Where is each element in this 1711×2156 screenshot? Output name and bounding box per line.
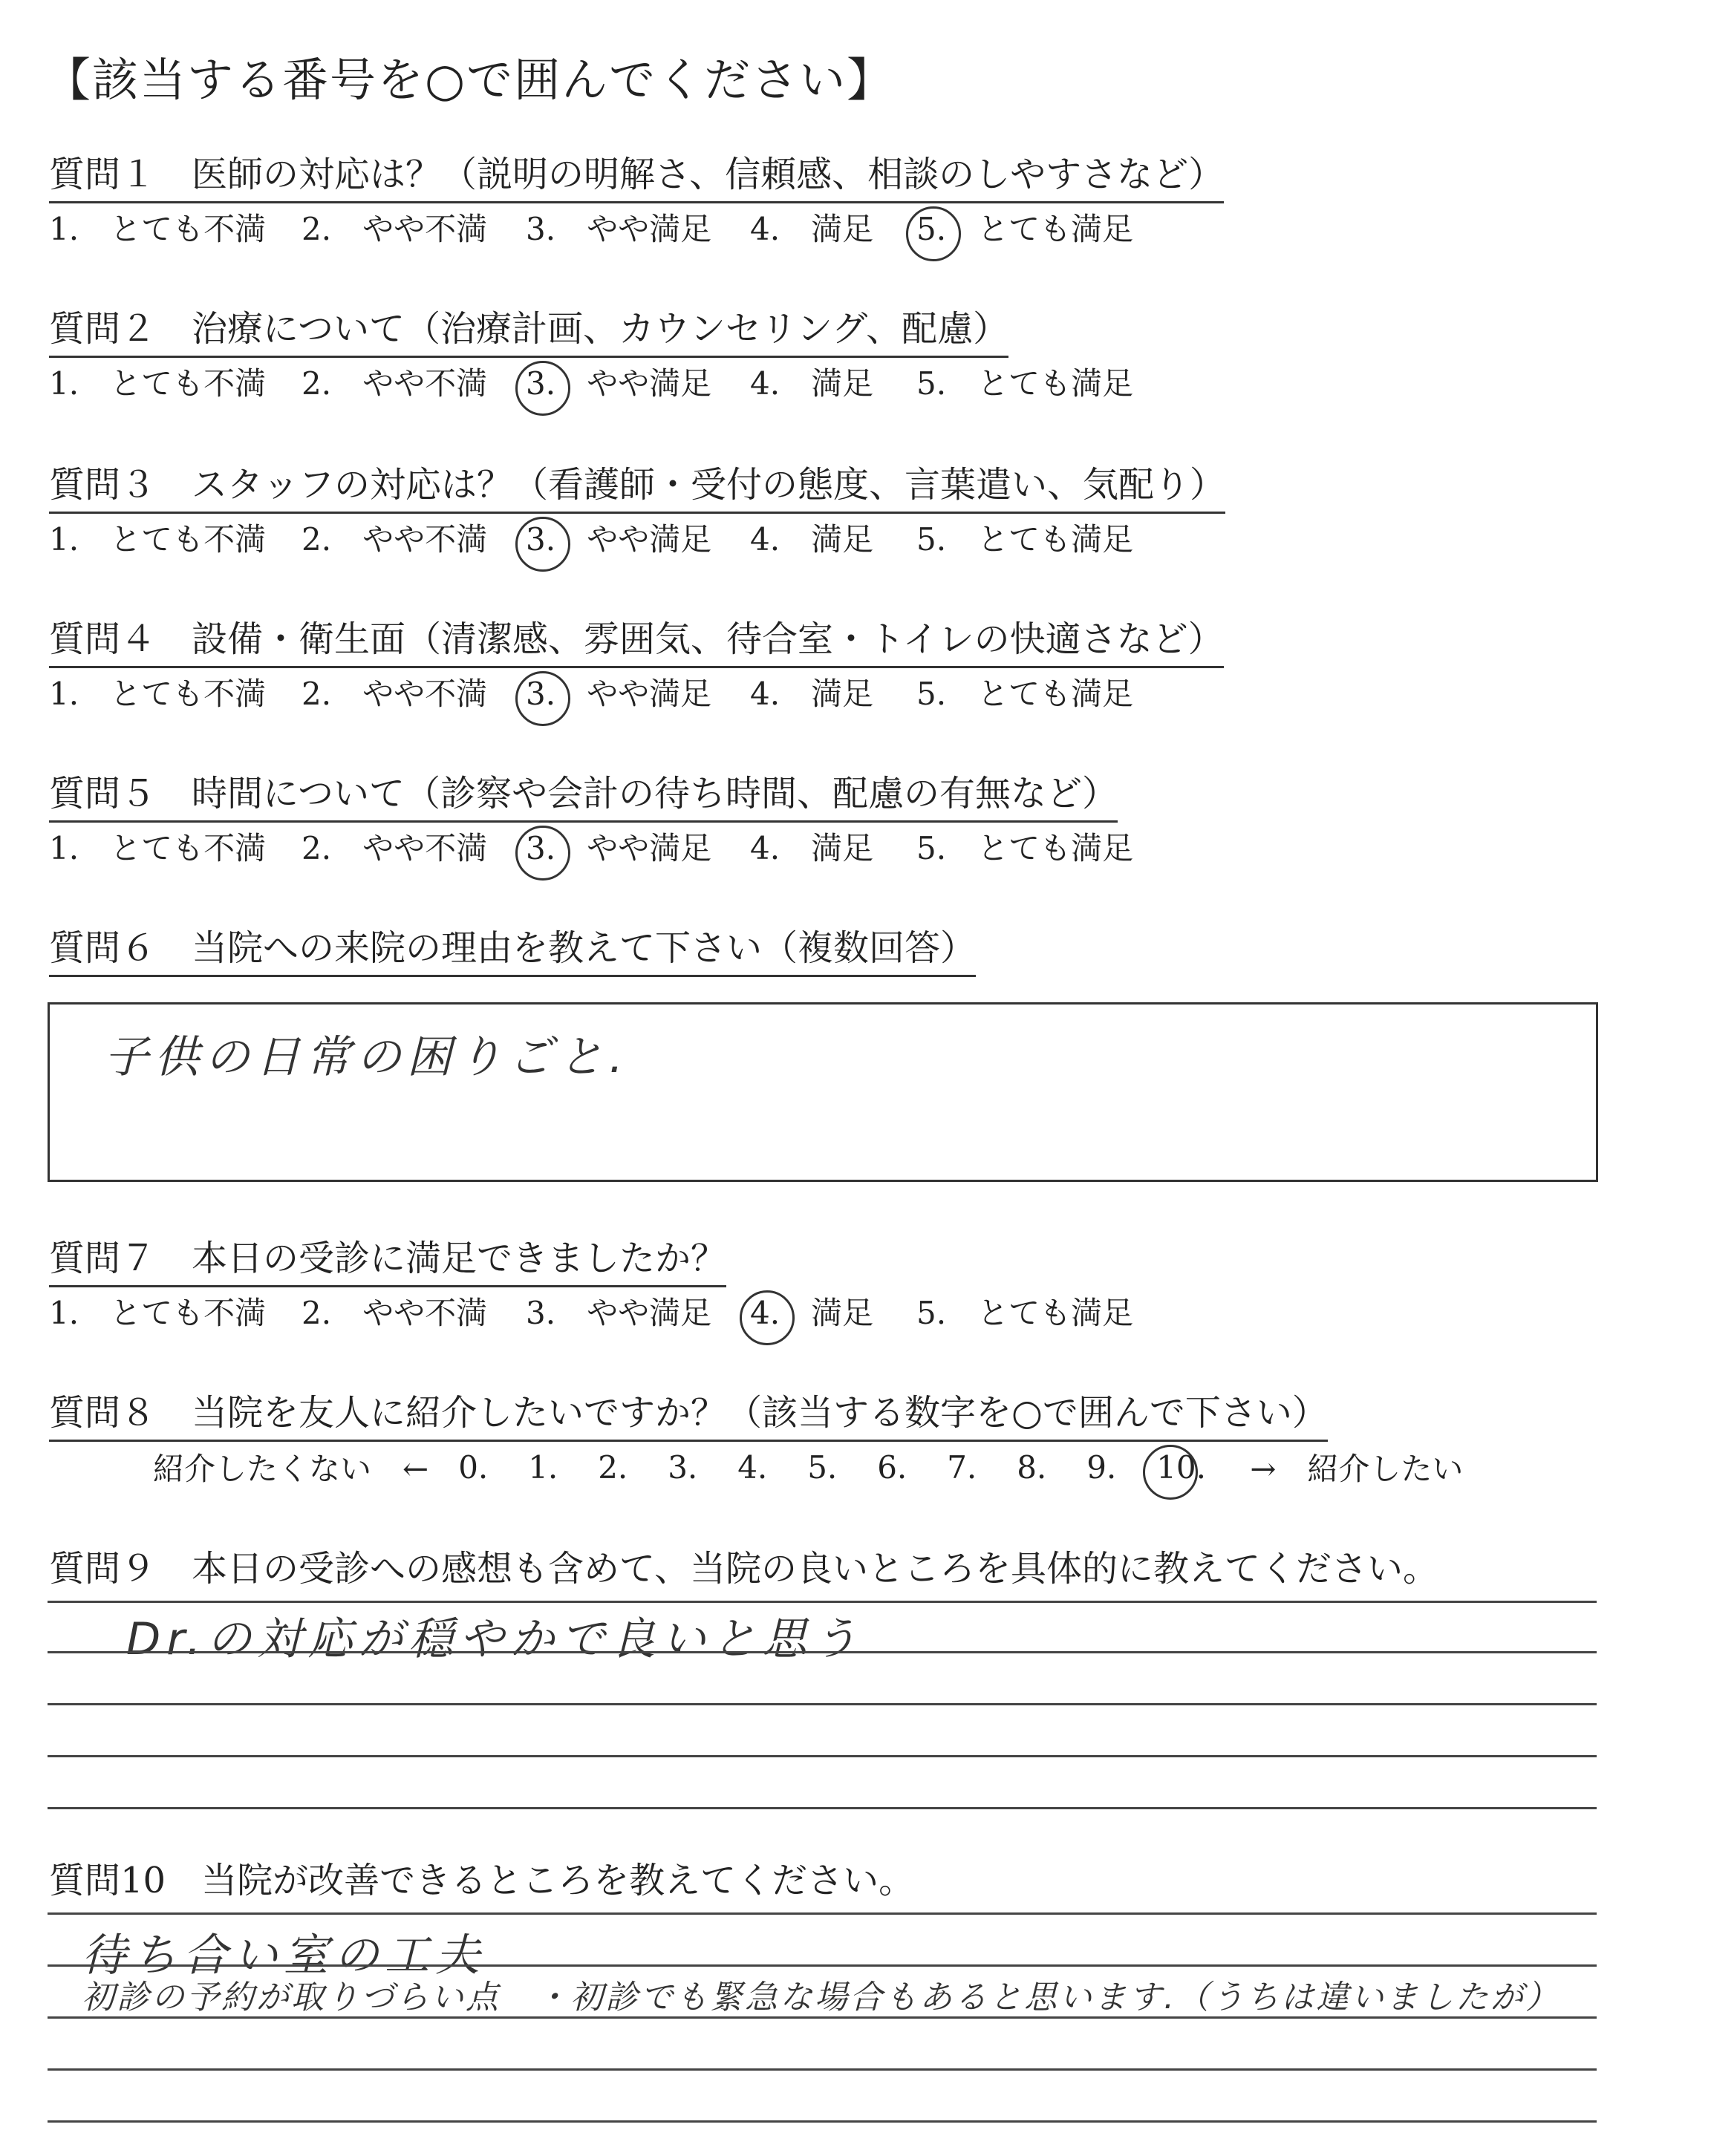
option-2[interactable]: 2. やや不満 [302, 830, 488, 866]
answer-line [48, 1703, 1597, 1705]
scale-9[interactable]: 9. [1086, 1448, 1117, 1486]
scale-7[interactable]: 7. [947, 1448, 977, 1486]
question-5-options [49, 824, 1133, 869]
option-4-label: 満足 [811, 211, 874, 247]
option-1[interactable]: 1. とても不満 [49, 830, 267, 866]
option-4-number: 4. [750, 211, 780, 247]
option-3[interactable] [526, 670, 750, 714]
question-6-handwritten-answer: 子供の日常の困りごと. [104, 1031, 630, 1083]
option-2[interactable]: 2. やや不満 [302, 1295, 488, 1331]
scale-1[interactable]: 1. [528, 1448, 558, 1486]
option-3-label: やや満足 [587, 521, 712, 558]
answer-line [48, 2016, 1597, 2019]
answer-line [48, 1651, 1597, 1653]
question-6-title: 質問６ 当院への来院の理由を教えて下さい（複数回答） [49, 919, 976, 977]
recommend-scale [153, 1445, 1463, 1489]
option-5-label: とても満足 [977, 365, 1134, 402]
option-5-number: 5. [916, 1295, 947, 1331]
scale-5[interactable]: 5. [807, 1448, 838, 1486]
scale-0[interactable]: 0. [458, 1448, 489, 1486]
option-3-label: やや満足 [587, 211, 712, 247]
option-2[interactable]: 2. やや不満 [302, 211, 488, 247]
question-1-title: 質問１ 医師の対応は？（説明の明解さ、信頼感、相談のしやすさなど） [49, 146, 1224, 203]
option-4-number-circled: 4. [750, 1295, 780, 1331]
option-4-number: 4. [750, 365, 780, 402]
question-3-title: 質問３ スタッフの対応は？（看護師・受付の態度、言葉遣い、気配り） [49, 456, 1225, 514]
question-10-handwritten-line-1: 待ち合い室の工夫 [82, 1930, 486, 1982]
option-5-number: 5. [916, 365, 947, 402]
answer-line [48, 1912, 1597, 1915]
option-5[interactable] [916, 670, 1133, 714]
option-1[interactable]: 1. とても不満 [49, 365, 267, 402]
question-5-title: 質問５ 時間について（診察や会計の待ち時間、配慮の有無など） [49, 765, 1118, 823]
option-1[interactable]: 1. とても不満 [49, 1295, 267, 1331]
option-5-label: とても満足 [977, 676, 1134, 712]
option-5[interactable] [916, 205, 1133, 249]
option-1[interactable]: 1. とても不満 [49, 211, 267, 247]
option-4-label: 満足 [811, 521, 874, 558]
question-10-title: 質問10 当院が改善できるところを教えてください。 [49, 1860, 915, 1901]
option-5-label: とても満足 [977, 521, 1134, 558]
option-5-label: とても満足 [977, 830, 1134, 866]
option-3-label: やや満足 [587, 676, 712, 712]
option-4[interactable] [750, 824, 916, 869]
question-3-options [49, 515, 1133, 560]
scale-8[interactable]: 8. [1017, 1448, 1047, 1486]
scale-6[interactable]: 6. [877, 1448, 907, 1486]
option-4-number: 4. [750, 521, 780, 558]
option-2[interactable]: 2. やや不満 [302, 365, 488, 402]
option-4-label: 満足 [811, 365, 874, 402]
scale-right-label: → 紹介したい [1250, 1451, 1464, 1487]
scale-4[interactable]: 4. [737, 1448, 768, 1486]
scale-left-label: 紹介したくない ← [153, 1451, 429, 1487]
option-3[interactable] [526, 824, 750, 869]
option-4[interactable] [750, 515, 916, 560]
answer-line [48, 1964, 1597, 1967]
option-4-label: 満足 [811, 676, 874, 712]
question-9-title: 質問９ 本日の受診への感想も含めて、当院の良いところを具体的に教えてください。 [49, 1548, 1439, 1590]
option-5-number: 5. [916, 521, 947, 558]
option-5-label: とても満足 [977, 211, 1134, 247]
question-4-title: 質問４ 設備・衛生面（清潔感、雰囲気、待合室・トイレの快適さなど） [49, 610, 1224, 668]
question-4-options [49, 670, 1133, 714]
question-7-title: 質問７ 本日の受診に満足できましたか？ [49, 1229, 726, 1287]
option-5[interactable] [916, 515, 1133, 560]
question-2-options [49, 359, 1133, 404]
question-1-options [49, 205, 1133, 249]
option-1[interactable]: 1. とても不満 [49, 521, 267, 558]
scale-10-number-circled: 10. [1153, 1449, 1209, 1486]
scale-2[interactable]: 2. [598, 1448, 628, 1486]
option-3-label: やや満足 [587, 830, 712, 866]
option-4-label: 満足 [811, 830, 874, 866]
option-3-number: 3. [526, 1295, 556, 1331]
question-7-options [49, 1289, 1133, 1333]
option-4[interactable] [750, 1289, 916, 1333]
option-5[interactable] [916, 359, 1133, 404]
option-4[interactable] [750, 670, 916, 714]
option-4-number: 4. [750, 830, 780, 866]
option-3-number-circled: 3. [526, 365, 556, 402]
answer-line [48, 1755, 1597, 1757]
option-2[interactable]: 2. やや不満 [302, 521, 488, 558]
option-1[interactable]: 1. とても不満 [49, 676, 267, 712]
option-3[interactable] [526, 1289, 750, 1333]
form-title: 【該当する番号を○で囲んでください】 [45, 53, 895, 107]
option-5[interactable] [916, 1289, 1133, 1333]
option-3-label: やや満足 [587, 365, 712, 402]
option-4-label: 満足 [811, 1295, 874, 1331]
option-3[interactable] [526, 515, 750, 560]
option-3-number-circled: 3. [526, 830, 556, 866]
option-3-number-circled: 3. [526, 676, 556, 712]
answer-line [48, 2120, 1597, 2123]
option-3-number: 3. [526, 211, 556, 247]
answer-line [48, 1807, 1597, 1809]
question-2-title: 質問２ 治療について（治療計画、カウンセリング、配慮） [49, 300, 1008, 358]
option-3-number-circled: 3. [526, 521, 556, 558]
option-5[interactable] [916, 824, 1133, 869]
option-5-label: とても満足 [977, 1295, 1134, 1331]
scale-10[interactable] [1153, 1449, 1250, 1486]
option-3[interactable] [526, 205, 750, 249]
option-5-number: 5. [916, 830, 947, 866]
option-3-label: やや満足 [587, 1295, 712, 1331]
option-3[interactable] [526, 359, 750, 404]
question-9-handwritten-answer: Dr.の対応が穏やかで良いと思う [126, 1613, 864, 1665]
scale-3[interactable]: 3. [668, 1448, 698, 1486]
option-2[interactable]: 2. やや不満 [302, 676, 488, 712]
option-5-number: 5. [916, 676, 947, 712]
answer-line [48, 2068, 1597, 2071]
question-10-handwritten-line-2: 初診の予約が取りづらい点 ・初診でも緊急な場合もあると思います.（うちは違いましたが） [82, 1979, 1560, 2016]
question-8-title: 質問８ 当院を友人に紹介したいですか？（該当する数字を○で囲んで下さい） [49, 1384, 1328, 1442]
option-4[interactable] [750, 359, 916, 404]
option-5-number-circled: 5. [916, 211, 947, 247]
option-4[interactable] [750, 205, 916, 249]
answer-line [48, 1601, 1597, 1603]
option-4-number: 4. [750, 676, 780, 712]
